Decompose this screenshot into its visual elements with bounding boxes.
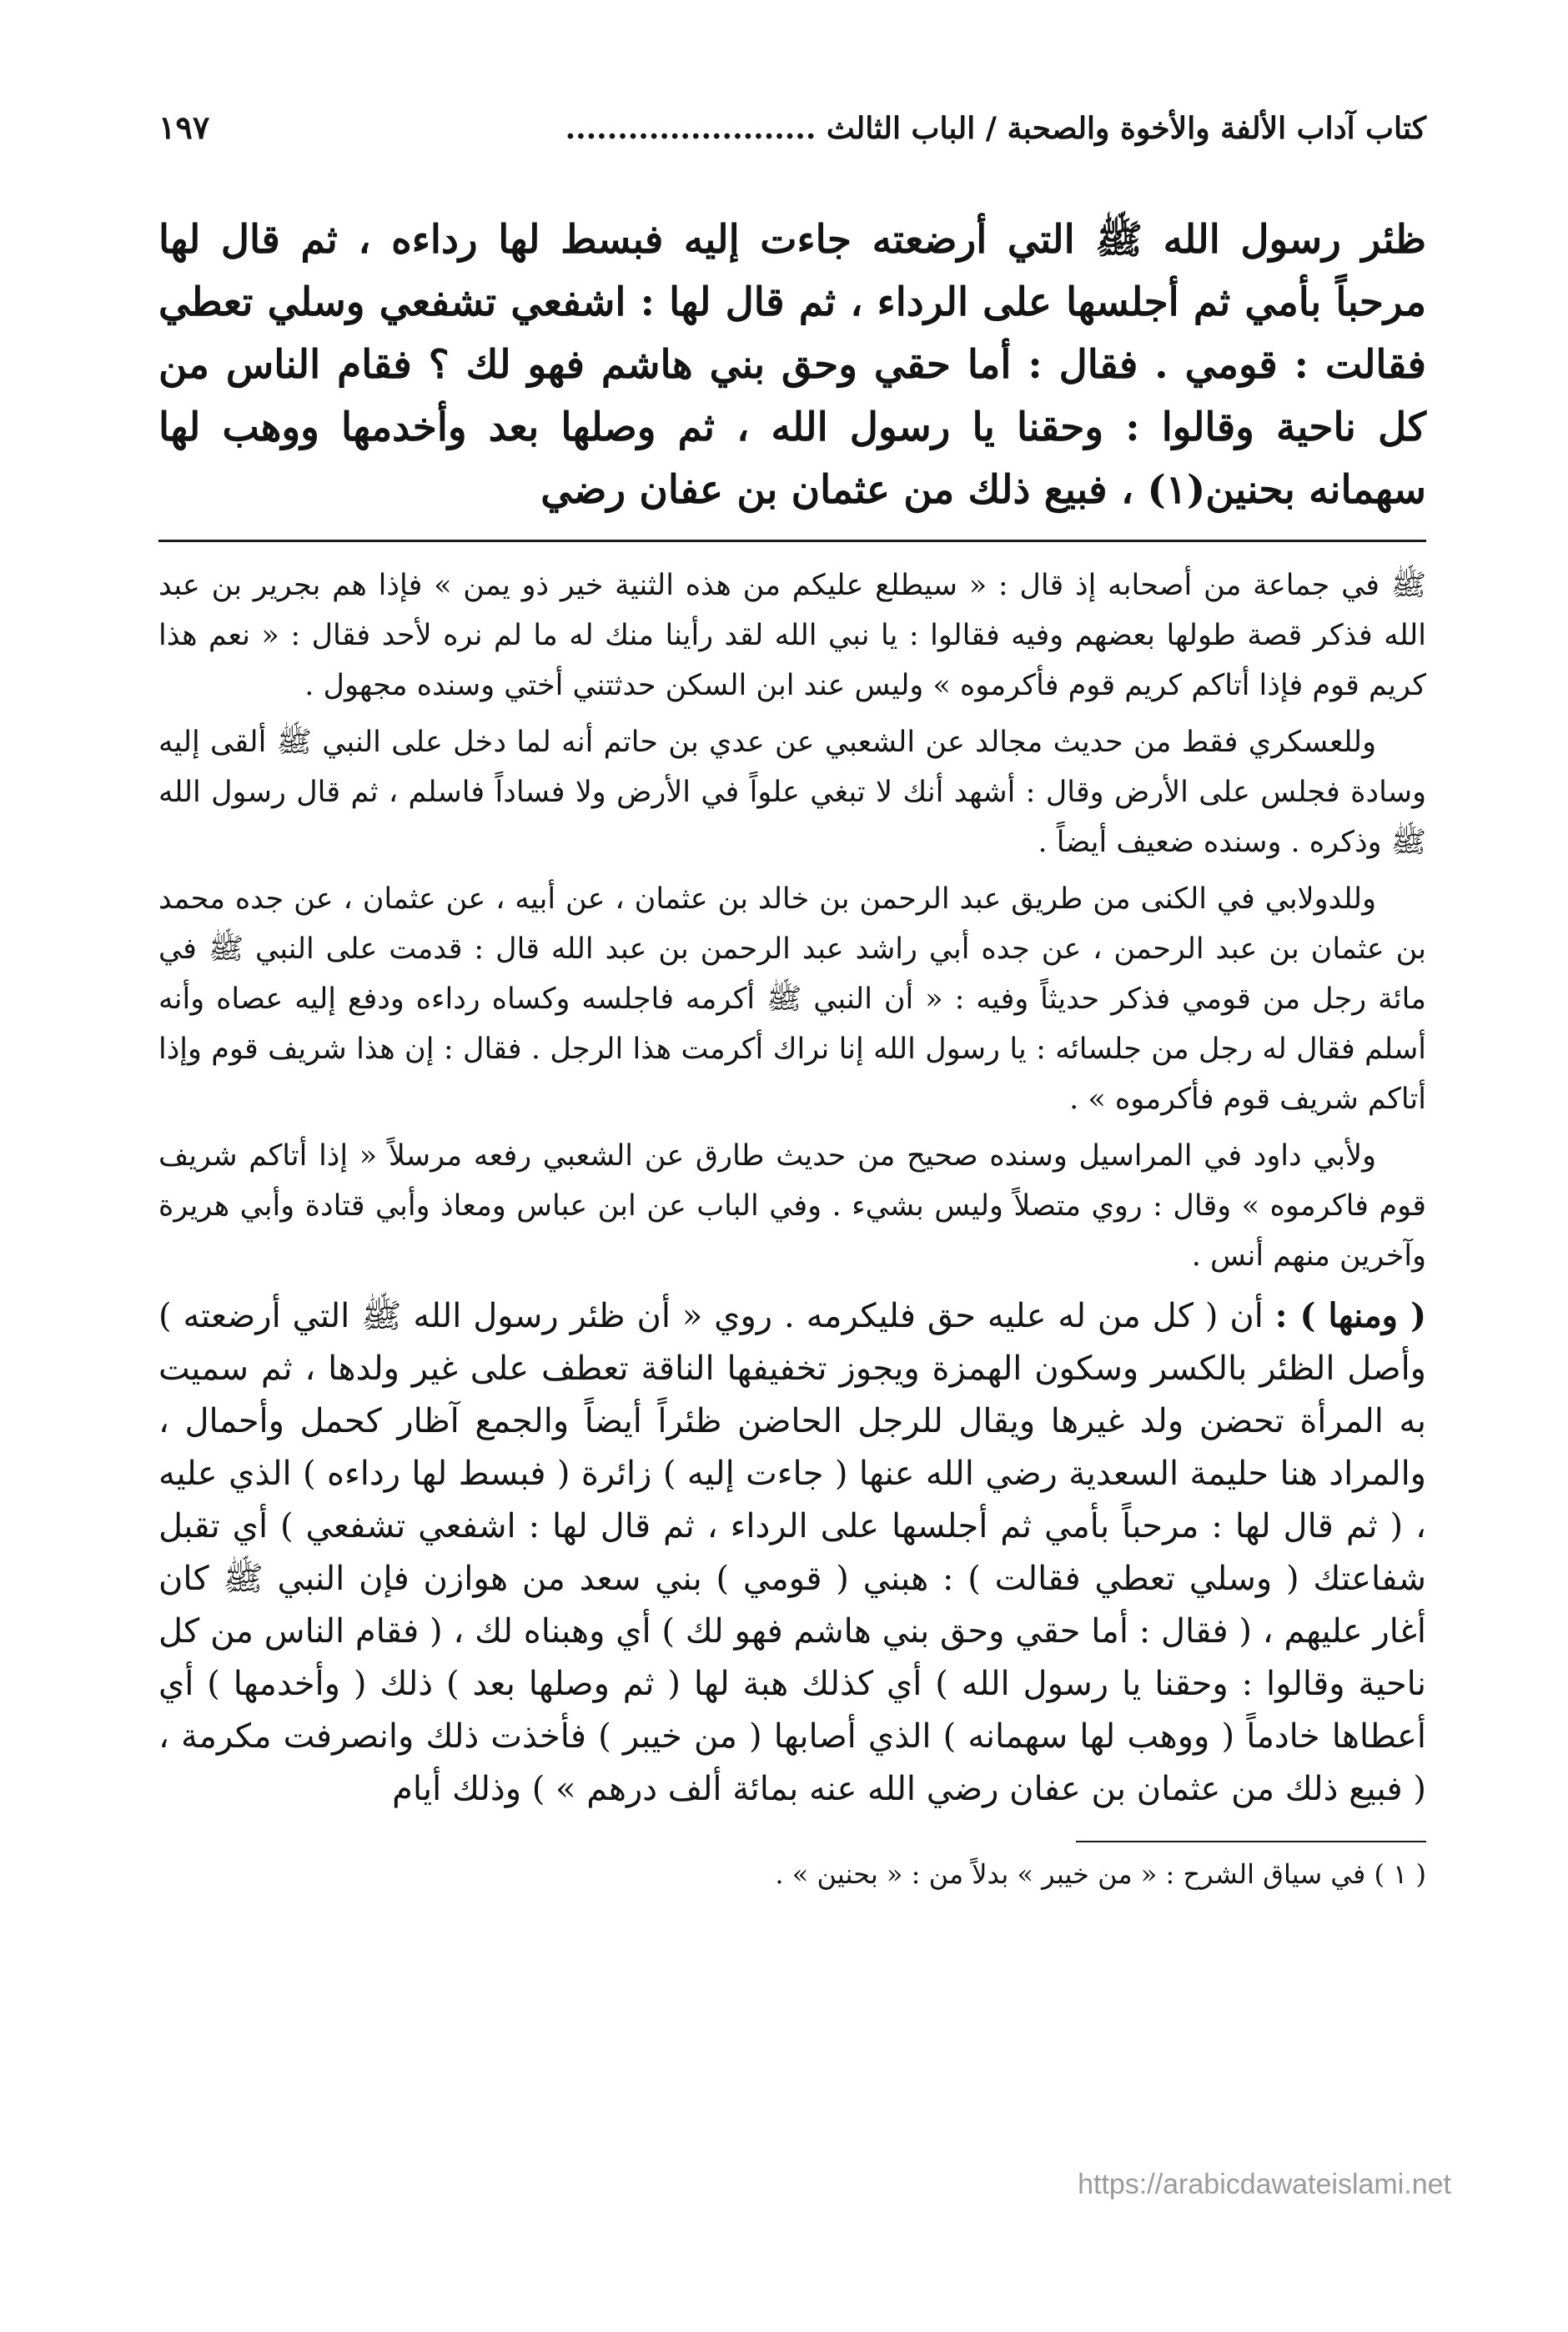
running-title: كتاب آداب الألفة والأخوة والصحبة / الباب الثالث ........................ [565,111,1426,146]
note-paragraph: ولأبي داود في المراسيل وسنده صحيح من حديث طارق عن الشعبي رفعه مرسلاً « إذا أتاكم شريف قوم فاكرموه » وقال : روي متصلاً وليس بشيء . وفي الباب عن ابن عباس ومعاذ وأبي قتادة وأبي هريرة وآخرين منهم أنس . [158,1139,1426,1273]
page-number: ١٩٧ [158,108,210,146]
watermark-url: https://arabicdawateislami.net [1078,2169,1451,2200]
note-paragraph: وللعسكري فقط من حديث مجالد عن الشعبي عن عدي بن حاتم أنه لما دخل على النبي ﷺ ألقى إليه وسادة فجلس على الأرض وقال : أشهد أنك لا تبغي علواً في الأرض ولا فساداً فاسلم ، ثم قال رسول الله ﷺ وذكره . وسنده ضعيف أيضاً . [158,726,1426,859]
takhrij-notes [158,560,1426,1281]
note-paragraph: ﷺ في جماعة من أصحابه إذ قال : « سيطلع عليكم من هذه الثنية خير ذو يمن » فإذا هم بجرير بن عبد الله فذكر قصة طولها بعضهم وفيه فقالوا : يا نبي الله لقد رأينا منك له ما لم نره لأحد فقال : « نعم هذا كريم قوم فإذا أتاكم كريم قوم فأكرموه » وليس عند ابن السكن حدثتني أختي وسنده مجهول . [158,569,1426,702]
running-header [158,108,1426,167]
note-paragraph: وللدولابي في الكنى من طريق عبد الرحمن بن خالد بن عثمان ، عن أبيه ، عن عثمان ، عن جده محمد بن عثمان بن عبد الرحمن ، عن جده أبي راشد عبد الرحمن بن عبد الله قال : قدمت على النبي ﷺ في مائة رجل من قومي فذكر حديثاً وفيه : « أن النبي ﷺ أكرمه فاجلسه وكساه رداءه ودفع إليه عصاه وأنه أسلم فقال له رجل من جلسائه : يا رسول الله إنا نراك أكرمت هذا الرجل . فقال : إن هذا شريف قوم وإذا أتاكم شريف قوم فأكرموه » . [158,882,1426,1116]
footnote: ( ١ ) في سياق الشرح : « من خيبر » بدلاً من : « بحنين » . [775,1858,1426,1890]
book-page [158,108,1426,1897]
footnote-divider [1076,1841,1426,1842]
commentary-lead: ( ومنها ) : [1274,1296,1426,1335]
main-text: ظئر رسول الله ﷺ التي أرضعته جاءت إليه فبسط لها رداءه ، ثم قال لها مرحباً بأمي ثم أجلسها على الرداء ، ثم قال لها : اشفعي تشفعي وسلي تعطي فقالت : قومي . فقال : أما حقي وحق بني هاشم فهو لك ؟ فقام الناس من كل ناحية وقالوا : وحقنا يا رسول الله ، ثم وصلها بعد وأخدمها ووهب لها سهمانه بحنين(١) ، فبيع ذلك من عثمان بن عفان رضي [158,217,1426,513]
commentary-body: أن ( كل من له عليه حق فليكرمه . روي « أن ظئر رسول الله ﷺ التي أرضعته ) وأصل الظئر بالكسر وسكون الهمزة ويجوز تخفيفها الناقة تعطف على غير ولدها ، ثم سميت به المرأة تحضن ولد غيرها ويقال للرجل الحاضن ظئراً أيضاً والجمع آظار كحمل وأحمال ، والمراد هنا حليمة السعدية رضي الله عنها ( جاءت إليه ) زائرة ( فبسط لها رداءه ) الذي عليه ، ( ثم قال لها : مرحباً بأمي ثم أجلسها على الرداء ، ثم قال لها : اشفعي تشفعي ) أي تقبل شفاعتك ( وسلي تعطي فقالت ) : هبني ( قومي ) بني سعد من هوازن فإن النبي ﷺ كان أغار عليهم ، ( فقال : أما حقي وحق بني هاشم فهو لك ) أي وهبناه لك ، ( فقام الناس من كل ناحية وقالوا : وحقنا يا رسول الله ) أي كذلك هبة لها ( ثم وصلها بعد ) ذلك ( وأخدمها ) أي أعطاها خادماً ( ووهب لها سهمانه ) الذي أصابها ( من خيبر ) فأخذت ذلك وانصرفت مكرمة ، ( فبيع ذلك من عثمان بن عفان رضي الله عنه بمائة ألف درهم » ) وذلك أيام [158,1297,1426,1808]
commentary-text [158,1289,1426,1816]
main-divider [158,540,1426,542]
